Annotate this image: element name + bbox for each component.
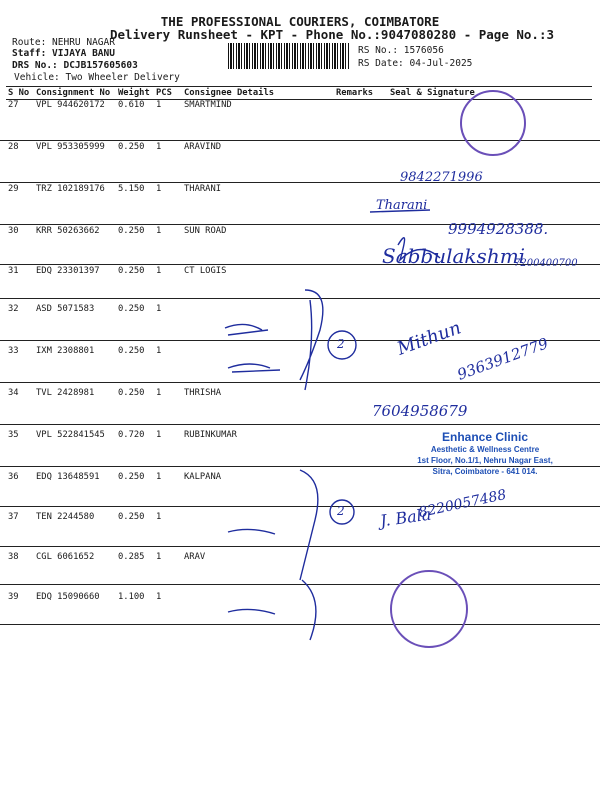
cell-consignment: VPL 953305999 <box>36 141 105 152</box>
cell-consignee: KALPANA <box>184 471 222 482</box>
cell-sno: 38 <box>8 551 19 562</box>
cell-consignment: TEN 2244580 <box>36 511 95 522</box>
cell-sno: 28 <box>8 141 19 152</box>
cell-weight: 0.250 <box>118 511 145 522</box>
cell-consignment: TRZ 102189176 <box>36 183 105 194</box>
cell-pcs: 1 <box>156 303 162 314</box>
handwritten-phone-30: 9994928388. <box>448 220 549 238</box>
signature-32: Mithun <box>394 317 464 360</box>
cell-weight: 0.250 <box>118 345 145 356</box>
count-32: 2 <box>337 337 345 351</box>
col-consignment: Consignment No <box>34 87 116 100</box>
cell-weight: 0.250 <box>118 387 145 398</box>
cell-sno: 36 <box>8 471 19 482</box>
cell-consignee: CT LOGIS <box>184 265 227 276</box>
rs-number: RS No.: 1576056 <box>358 45 444 56</box>
cell-pcs: 1 <box>156 429 162 440</box>
col-pcs: PCS <box>154 87 182 100</box>
cell-consignee: THRISHA <box>184 387 222 398</box>
signature-31: Sabbulakshmi <box>382 244 526 268</box>
handwritten-phone-33: 9363912779 <box>454 334 551 384</box>
cell-consignee: THARANI <box>184 183 222 194</box>
round-seal-bottom <box>390 570 468 648</box>
handwritten-phone-31: 7200400700 <box>514 258 578 269</box>
handwritten-phone-37: 8220057488 <box>417 486 508 522</box>
company-title: THE PROFESSIONAL COURIERS, COIMBATORE <box>160 14 440 29</box>
clinic-line-1: Aesthetic & Wellness Centre <box>430 445 540 454</box>
cell-consignee: SMARTMIND <box>184 100 232 110</box>
cell-pcs: 1 <box>156 591 162 602</box>
cell-sno: 35 <box>8 429 19 440</box>
cell-sno: 33 <box>8 345 19 356</box>
cell-consignment: IXM 2308801 <box>36 345 95 356</box>
runsheet-subtitle: Delivery Runsheet - KPT - Phone No.:9047080280 - Page No.:3 <box>110 27 555 42</box>
cell-pcs: 1 <box>156 265 162 276</box>
drs-label: DRS No.: DCJB157605603 <box>12 60 138 71</box>
cell-consignee: ARAVIND <box>184 141 222 152</box>
cell-weight: 0.250 <box>118 265 145 276</box>
cell-sno: 31 <box>8 265 19 276</box>
cell-consignment: TVL 2428981 <box>36 387 95 398</box>
clinic-stamp <box>405 430 565 477</box>
cell-weight: 0.285 <box>118 551 145 562</box>
cell-sno: 34 <box>8 387 19 398</box>
col-remarks: Remarks <box>334 87 388 100</box>
route-label: Route: NEHRU NAGAR <box>12 37 115 48</box>
cell-pcs: 1 <box>156 511 162 522</box>
cell-consignment: VPL 944620172 <box>36 100 105 110</box>
cell-pcs: 1 <box>156 141 162 152</box>
cell-pcs: 1 <box>156 345 162 356</box>
cell-sno: 32 <box>8 303 19 314</box>
vehicle-label: Vehicle: Two Wheeler Delivery <box>14 72 180 83</box>
cell-consignment: EDQ 15090660 <box>36 591 100 602</box>
cell-weight: 0.250 <box>118 471 145 482</box>
cell-consignee: SUN ROAD <box>184 225 227 236</box>
clinic-line-3: Sitra, Coimbatore - 641 014. <box>432 467 538 476</box>
cell-pcs: 1 <box>156 183 162 194</box>
cell-pcs: 1 <box>156 387 162 398</box>
handwritten-phone-34: 7604958679 <box>372 402 468 420</box>
signature-37: J. Bala <box>378 504 433 531</box>
col-weight: Weight <box>116 87 154 100</box>
cell-sno: 39 <box>8 591 19 602</box>
cell-sno: 37 <box>8 511 19 522</box>
col-consignee: Consignee Details <box>182 87 334 100</box>
cell-consignment: KRR 50263662 <box>36 225 100 236</box>
cell-sno: 30 <box>8 225 19 236</box>
cell-consignment: VPL 522841545 <box>36 429 105 440</box>
col-seal-signature: Seal & Signature <box>388 87 592 100</box>
cell-sno: 27 <box>8 100 19 110</box>
cell-weight: 0.720 <box>118 429 145 440</box>
cell-weight: 5.150 <box>118 183 145 194</box>
cell-weight: 0.250 <box>118 141 145 152</box>
cell-pcs: 1 <box>156 225 162 236</box>
cell-weight: 0.610 <box>118 100 145 110</box>
cell-consignment: EDQ 13648591 <box>36 471 100 482</box>
cell-consignment: ASD 5071583 <box>36 303 95 314</box>
cell-consignee: ARAV <box>184 551 206 562</box>
col-sno: S No <box>6 87 34 100</box>
clinic-name: Enhance Clinic <box>441 430 529 444</box>
cell-pcs: 1 <box>156 100 162 110</box>
cell-consignment: CGL 6061652 <box>36 551 95 562</box>
cell-weight: 1.100 <box>118 591 145 602</box>
count-37: 2 <box>337 504 345 518</box>
cell-consignment: EDQ 23301397 <box>36 265 100 276</box>
cell-pcs: 1 <box>156 551 162 562</box>
handwritten-name-29: Tharani <box>376 198 428 213</box>
staff-label: Staff: VIJAYA BANU <box>12 48 115 59</box>
cell-sno: 29 <box>8 183 19 194</box>
rs-date: RS Date: 04-Jul-2025 <box>358 58 473 69</box>
clinic-line-2: 1st Floor, No.1/1, Nehru Nagar East, <box>417 456 553 465</box>
round-seal-top <box>460 90 526 156</box>
handwritten-phone-28: 9842271996 <box>400 170 483 185</box>
cell-pcs: 1 <box>156 471 162 482</box>
cell-weight: 0.250 <box>118 303 145 314</box>
cell-consignee: RUBINKUMAR <box>184 429 237 440</box>
cell-weight: 0.250 <box>118 225 145 236</box>
